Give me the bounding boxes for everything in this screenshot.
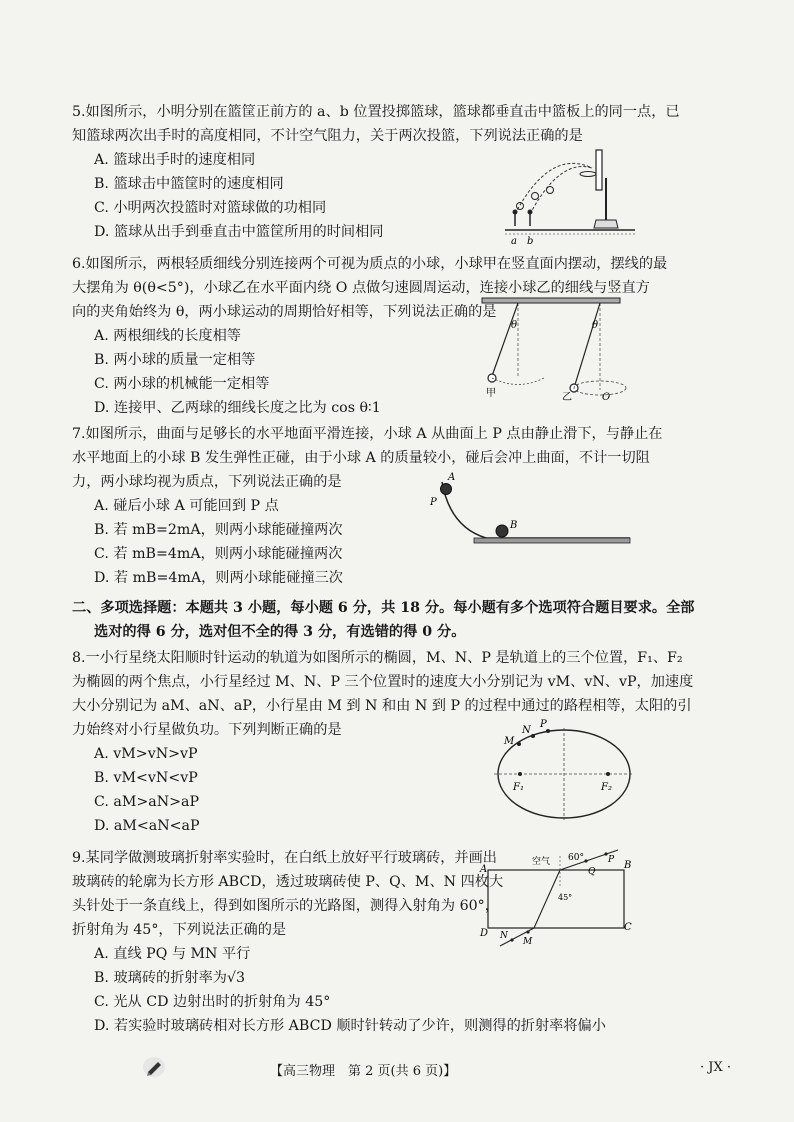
label-n: N	[522, 725, 531, 736]
section-line: 选对的得 6 分，选对但不全的得 3 分，有选错的得 0 分。	[94, 624, 466, 640]
option-a: A. 直线 PQ 与 MN 平行	[94, 946, 251, 962]
label-ball-a: A	[448, 472, 456, 483]
option-d: D. 篮球从出手到垂直击中篮筐所用的时间相同	[94, 224, 384, 240]
stem-line: 力始终对小行星做负功。下列判断正确的是	[72, 722, 342, 738]
label-air: 空气	[532, 857, 551, 867]
label-angle-60: 60°	[568, 853, 584, 863]
label-jia: 甲	[486, 388, 496, 399]
label-corner-c: C	[624, 922, 632, 933]
stem-line: 头针处于一条直线上，得到如图所示的光路图，测得入射角为 60°，	[72, 898, 499, 914]
stem-line: 6.如图所示，两根轻质细线分别连接两个可视为质点的小球，小球甲在竖直面内摆动，摆线的最	[72, 256, 668, 272]
section-line: 二、多项选择题：本题共 3 小题，每小题 6 分，共 18 分。每小题有多个选项符合题目要求。全部	[72, 600, 695, 616]
label-yi: 乙	[562, 392, 572, 403]
label-o: O	[602, 392, 611, 403]
label-point-p: P	[430, 497, 437, 508]
label-m: M	[504, 736, 515, 747]
label-theta-left: θ	[511, 320, 518, 331]
question-5-stem	[72, 100, 680, 148]
label-b: b	[527, 236, 534, 247]
label-f1: F₁	[513, 782, 524, 793]
label-ball-b: B	[510, 520, 518, 531]
option-a: A. 篮球出手时的速度相同	[94, 152, 256, 168]
basketball-figure	[500, 148, 640, 248]
label-corner-d: D	[480, 928, 489, 939]
option-c: C. 若 mB=4mA，则两小球能碰撞两次	[94, 546, 343, 562]
stem-line: 为椭圆的两个焦点，小行星经过 M、N、P 三个位置时的速度大小分别记为 vM、vN、vP，加速度	[72, 674, 694, 690]
stem-line: 知篮球两次出手时的高度相同，不计空气阻力，关于两次投篮，下列说法正确的是	[72, 128, 583, 144]
label-corner-b: B	[624, 860, 632, 871]
option-c: C. 两小球的机械能一定相等	[94, 376, 270, 392]
stem-line: 大小分别记为 aM、aN、aP，小行星由 M 到 N 和由 N 到 P 的过程中通过的路程相等，太阳的引	[72, 698, 692, 714]
stem-line: 大摆角为 θ(θ<5°)，小球乙在水平面内绕 O 点做匀速圆周运动，连接小球乙的细线与竖直方	[72, 280, 650, 296]
option-d: D. 连接甲、乙两球的细线长度之比为 cos θ∶1	[94, 400, 381, 416]
section-2-header	[72, 596, 695, 644]
option-c: C. 光从 CD 边射出时的折射角为 45°	[94, 994, 331, 1010]
option-a: A. 两根细线的长度相等	[94, 328, 241, 344]
paper-code: · JX ·	[700, 1060, 731, 1075]
stem-line: 力，两小球均视为质点，下列说法正确的是	[72, 474, 342, 490]
stem-line: 折射角为 45°，下列说法正确的是	[72, 922, 287, 938]
option-b: B. vM<vN<vP	[94, 770, 198, 786]
option-b: B. 篮球击中篮筐时的速度相同	[94, 176, 284, 192]
label-pin-m: M	[523, 937, 533, 947]
label-angle-45: 45°	[558, 893, 573, 902]
option-d: D. 若 mB=4mA，则两小球能碰撞三次	[94, 570, 343, 586]
label-pin-q: Q	[588, 867, 596, 877]
page-number: 【高三物理 第 2 页(共 6 页)】	[270, 1064, 457, 1079]
label-corner-a: A	[480, 864, 488, 875]
ellipse-orbit-figure	[488, 716, 638, 828]
option-b: B. 两小球的质量一定相等	[94, 352, 256, 368]
label-theta-right: θ	[592, 320, 599, 331]
stem-line: 8.一小行星绕太阳顺时针运动的轨道为如图所示的椭圆，M、N、P 是轨道上的三个位置，F₁、F₂	[72, 650, 683, 666]
option-a: A. 碰后小球 A 可能回到 P 点	[94, 498, 279, 514]
option-d: D. aM<aN<aP	[94, 818, 200, 834]
pencil-icon	[142, 1056, 166, 1078]
option-c: C. aM>aN>aP	[94, 794, 200, 810]
stem-line: 玻璃砖的轮廓为长方形 ABCD，透过玻璃砖使 P、Q、M、N 四枚大	[72, 874, 504, 890]
label-p: P	[540, 719, 547, 730]
option-a: A. vM>vN>vP	[94, 746, 198, 762]
pendulum-figure	[478, 296, 628, 404]
glass-refraction-figure	[478, 848, 638, 952]
collision-figure	[426, 472, 636, 547]
option-b: B. 玻璃砖的折射率为√3	[94, 970, 246, 986]
stem-line: 7.如图所示，曲面与足够长的水平地面平滑连接，小球 A 从曲面上 P 点由静止滑下，与静止在	[72, 426, 663, 442]
label-f2: F₂	[601, 782, 612, 793]
option-d: D. 若实验时玻璃砖相对长方形 ABCD 顺时针转动了少许，则测得的折射率将偏小	[94, 1018, 606, 1034]
stem-line: 9.某同学做测玻璃折射率实验时，在白纸上放好平行玻璃砖，并画出	[72, 850, 497, 866]
stem-line: 5.如图所示，小明分别在篮筐正前方的 a、b 位置投掷篮球，篮球都垂直击中篮板上的同一点，已	[72, 104, 680, 120]
option-b: B. 若 mB=2mA，则两小球能碰撞两次	[94, 522, 343, 538]
label-a: a	[511, 236, 517, 247]
label-pin-n: N	[500, 931, 508, 941]
stem-line: 水平地面上的小球 B 发生弹性正碰，由于小球 A 的质量较小，碰后会冲上曲面，不计一切阻	[72, 450, 650, 466]
option-c: C. 小明两次投篮时对篮球做的功相同	[94, 200, 327, 216]
stem-line: 向的夹角始终为 θ，两小球运动的周期恰好相等，下列说法正确的是	[72, 304, 497, 320]
label-pin-p: P	[608, 855, 615, 865]
